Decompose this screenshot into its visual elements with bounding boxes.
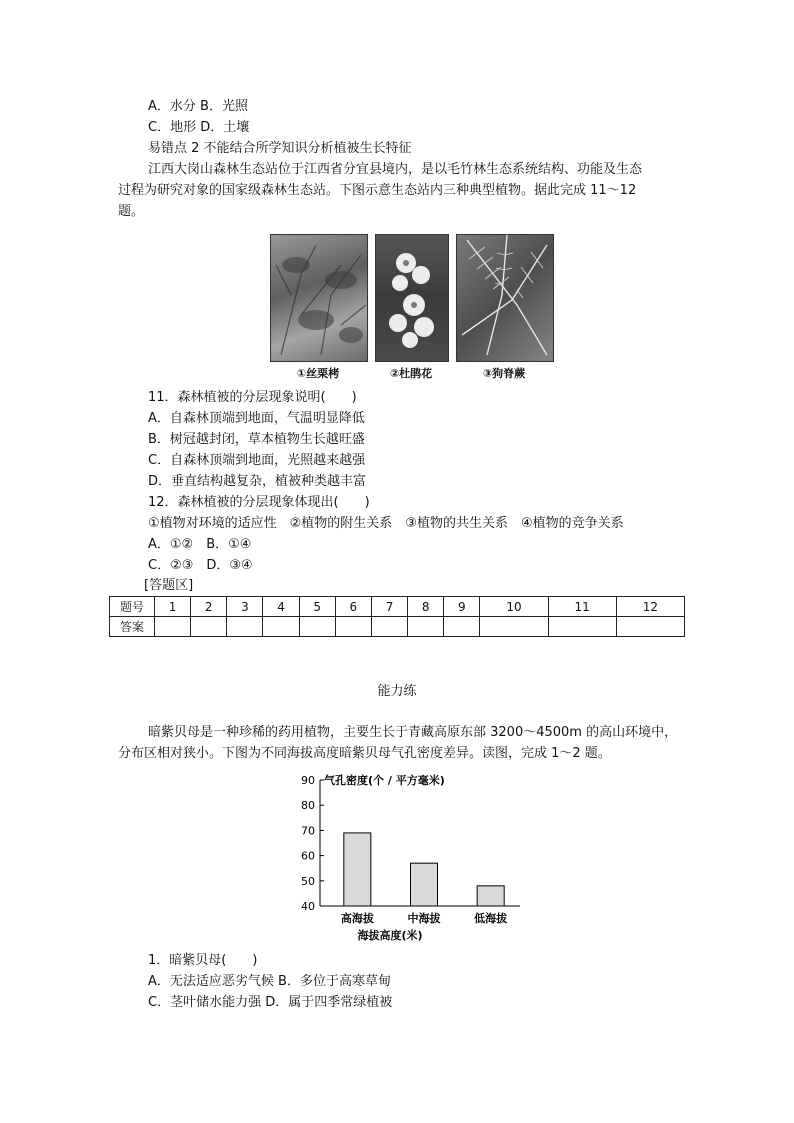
answer-cell[interactable] <box>227 617 263 637</box>
number-cell: 7 <box>371 597 407 617</box>
answer-cell[interactable] <box>263 617 299 637</box>
answer-cell[interactable] <box>299 617 335 637</box>
chart-title: 气孔密度(个 / 平方毫米) <box>324 774 445 787</box>
photo-rhododendron <box>375 234 449 362</box>
number-cell: 6 <box>335 597 371 617</box>
q12-stem: 12．森林植被的分层现象体现出( ) <box>148 495 370 510</box>
stomata-density-chart <box>280 770 530 945</box>
photo-castanopsis <box>270 234 368 362</box>
q11-option-c: C．自森林顶端到地面，光照越来越强 <box>148 453 366 468</box>
ability-intro-2: 分布区相对狭小。下图为不同海拔高度暗紫贝母气孔密度差异。读图，完成 1～2 题。 <box>118 746 611 761</box>
row-label-number: 题号 <box>110 597 155 617</box>
q1-option-cd: C．茎叶储水能力强 D．属于四季常绿植被 <box>148 995 393 1010</box>
section-heading: 能力练 <box>377 684 417 699</box>
ability-intro-1: 暗紫贝母是一种珍稀的药用植物，主要生长于青藏高原东部 3200～4500m 的高山环境中， <box>148 725 678 740</box>
number-cell: 10 <box>480 597 548 617</box>
x-tick-label: 高海拔 <box>340 912 374 925</box>
row-label-answer: 答案 <box>110 617 155 637</box>
number-cell: 9 <box>444 597 480 617</box>
answer-table-row-numbers <box>110 597 685 617</box>
bar-中海拔 <box>411 863 438 906</box>
bar-高海拔 <box>344 833 371 906</box>
q1-stem: 1．暗紫贝母( ) <box>148 953 258 968</box>
number-cell: 12 <box>616 597 684 617</box>
number-cell: 3 <box>227 597 263 617</box>
photo-caption-1: ①丝栗栲 <box>296 367 340 380</box>
bar-低海拔 <box>477 886 504 906</box>
q12-items: ①植物对环境的适应性 ②植物的附生关系 ③植物的共生关系 ④植物的竞争关系 <box>148 516 624 531</box>
q12-option-cd: C．②③ D．③④ <box>148 558 253 573</box>
intro-line-1: 江西大岗山森林生态站位于江西省分宜县境内，是以毛竹林生态系统结构、功能及生态 <box>148 162 643 177</box>
answer-cell[interactable] <box>371 617 407 637</box>
answer-cell[interactable] <box>408 617 444 637</box>
answer-area-title: [答题区] <box>144 578 194 593</box>
answer-cell[interactable] <box>444 617 480 637</box>
number-cell: 8 <box>408 597 444 617</box>
y-tick-label: 60 <box>301 849 315 863</box>
x-axis-label: 海拔高度(米) <box>357 929 423 942</box>
q11-stem: 11．森林植被的分层现象说明( ) <box>148 390 357 405</box>
y-tick-label: 80 <box>301 799 315 813</box>
q11-option-b: B．树冠越封闭，草本植物生长越旺盛 <box>148 432 365 447</box>
answer-cell[interactable] <box>155 617 191 637</box>
answer-cell[interactable] <box>480 617 548 637</box>
q1-option-ab: A．无法适应恶劣气候 B．多位于高寒草甸 <box>148 974 391 989</box>
answer-cell[interactable] <box>191 617 227 637</box>
photo-caption-2: ②杜鹃花 <box>389 367 433 380</box>
option-ab: A．水分 B．光照 <box>148 99 248 114</box>
number-cell: 11 <box>548 597 616 617</box>
intro-line-2: 过程为研究对象的国家级森林生态站。下图示意生态站内三种典型植物。据此完成 11～12 <box>118 183 637 198</box>
number-cell: 4 <box>263 597 299 617</box>
answer-table <box>109 596 685 637</box>
photo-caption-3: ③狗脊蕨 <box>482 367 526 380</box>
x-tick-label: 低海拔 <box>474 912 508 925</box>
number-cell: 5 <box>299 597 335 617</box>
y-tick-label: 40 <box>301 900 315 913</box>
option-cd: C．地形 D．土壤 <box>148 120 250 135</box>
x-tick-label: 中海拔 <box>407 912 441 925</box>
answer-cell[interactable] <box>548 617 616 637</box>
section-title: 易错点 2 不能结合所学知识分析植被生长特征 <box>148 141 412 156</box>
q11-option-d: D．垂直结构越复杂，植被种类越丰富 <box>148 474 367 489</box>
answer-cell[interactable] <box>335 617 371 637</box>
q12-option-ab: A．①② B．①④ <box>148 537 252 552</box>
intro-line-3: 题。 <box>118 204 145 219</box>
y-tick-label: 50 <box>301 874 315 888</box>
answer-cell[interactable] <box>616 617 684 637</box>
q11-option-a: A．自森林顶端到地面，气温明显降低 <box>148 411 365 426</box>
y-tick-label: 90 <box>301 774 315 787</box>
number-cell: 1 <box>155 597 191 617</box>
photo-woodwardia <box>456 234 554 362</box>
number-cell: 2 <box>191 597 227 617</box>
answer-table-row-answers <box>110 617 685 637</box>
y-tick-label: 70 <box>301 824 315 838</box>
